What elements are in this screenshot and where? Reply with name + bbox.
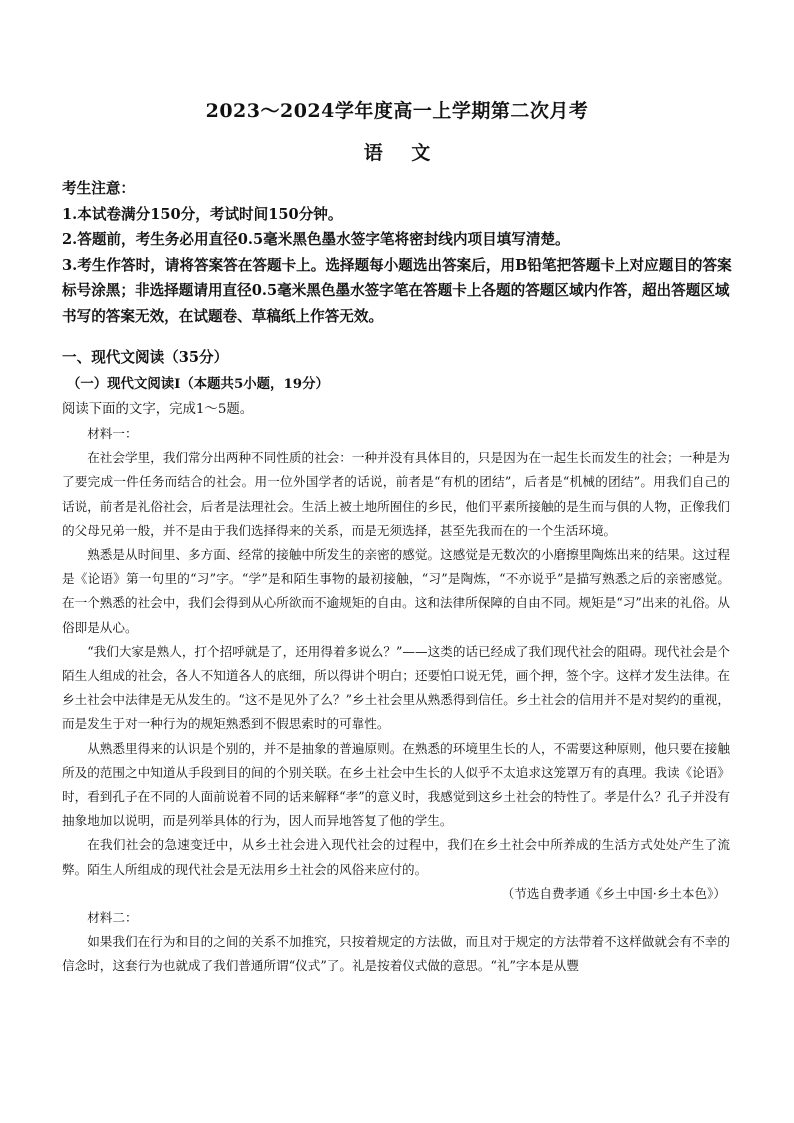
notice-item: 2.答题前，考生务必用直径0.5毫米黑色墨水签字笔将密封线内项目填写清楚。 [62, 231, 570, 249]
section-heading: 一、现代文阅读（35分） [62, 349, 229, 366]
passage-paragraph: “我们大家是熟人，打个招呼就是了，还用得着多说么？”——这类的话已经成了我们现代社会的阻碍。现代社会是个陌生人组成的社会，各人不知道各人的底细，所以得讲个明白；还要怕口说无凭，画个押，签个字。这样才发生法律。在乡土社会中法律是无从发生的。“这不是见外了么？”乡土社会里从熟悉得到信任。乡土社会的信用并不是对契约的重视，而是发生于对一种行为的规矩熟悉到不假思索时的可靠性。 [62, 643, 730, 732]
source-citation: （节选自费孝通《乡土中国·乡土本色》） [501, 885, 726, 901]
passage-paragraph: 在社会学里，我们常分出两种不同性质的社会：一种并没有具体目的，只是因为在一起生长而发生的社会；一种是为了要完成一件任务而结合的社会。用一位外国学者的话说，前者是“有机的团结”，后者是“机械的团结”。用我们自己的话说，前者是礼俗社会，后者是法理社会。生活上被土地所囿住的乡民，他们平素所接触的是生而与俱的人物，正像我们的父母兄弟一般，并不是由于我们选择得来的关系，而是无须选择，甚至先我而在的一个生活环境。 [62, 450, 730, 538]
passage-paragraph: 如果我们在行为和目的之间的关系不加推究，只按着规定的方法做，而且对于规定的方法带着不这样做就会有不幸的信念时，这套行为也就成了我们普通所谓“仪式”了。礼是按着仪式做的意思。“礼”字本是从豐 [62, 934, 730, 974]
reading-instruction: 阅读下面的文字，完成1～5题。 [62, 402, 254, 417]
material-label: 材料一： [87, 426, 138, 441]
subsection-heading: （一）现代文阅读Ⅰ（本题共5小题，19分） [67, 376, 329, 392]
notice-heading: 考生注意： [62, 180, 135, 197]
passage-paragraph: 从熟悉里得来的认识是个别的，并不是抽象的普遍原则。在熟悉的环境里生长的人，不需要这种原则，他只要在接触所及的范围之中知道从手段到目的间的个别关联。在乡土社会中生长的人似乎不太追求这笼罩万有的真理。我读《论语》时，看到孔子在不同的人面前说着不同的话来解释“孝”的意义时，我感觉到这乡土社会的特性了。孝是什么？孔子并没有抽象地加以说明，而是列举具体的行为，因人而异地答复了他的学生。 [62, 740, 730, 829]
notice-item: 1.本试卷满分150分，考试时间150分钟。 [62, 205, 343, 223]
reading-passage [62, 422, 730, 979]
exam-title: 2023～2024学年度高一上学期第二次月考 [205, 100, 589, 122]
passage-paragraph: 在我们社会的急速变迁中，从乡土社会进入现代社会的过程中，我们在乡土社会中所养成的生活方式处处产生了流弊。陌生人所组成的现代社会是无法用乡土社会的风俗来应付的。 [62, 837, 730, 877]
material-label: 材料二： [87, 910, 138, 926]
notice-item: 3.考生作答时，请将答案答在答题卡上。选择题每小题选出答案后，用B铅笔把答题卡上对应题目的答案标号涂黑；非选择题请用直径0.5毫米黑色墨水签字笔在答题卡上各题的答题区域内作答，超出答题区域书写的答案无效，在试题卷、草稿纸上作答无效。 [62, 256, 732, 325]
passage-paragraph: 熟悉是从时间里、多方面、经常的接触中所发生的亲密的感觉。这感觉是无数次的小磨擦里陶炼出来的结果。这过程是《论语》第一句里的“习”字。“学”是和陌生事物的最初接触，“习”是陶炼，“不亦说乎”是描写熟悉之后的亲密感觉。在一个熟悉的社会中，我们会得到从心所欲而不逾规矩的自由。这和法律所保障的自由不同。规矩是“习”出来的礼俗。从俗即是从心。 [62, 547, 730, 635]
candidate-notice [62, 176, 738, 330]
subject-title: 语 文 [363, 142, 431, 164]
